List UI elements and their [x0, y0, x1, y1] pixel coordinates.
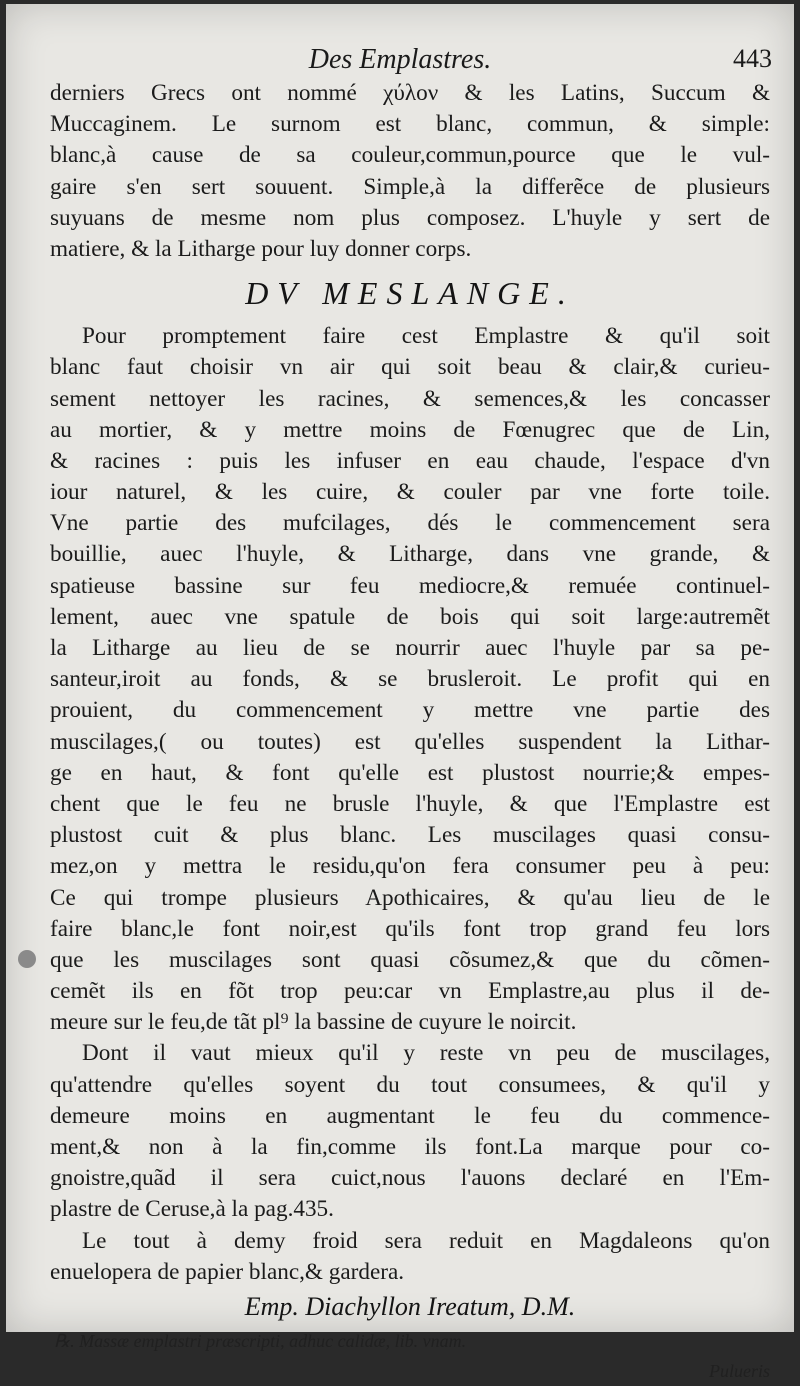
text-line: Dont il vaut mieux qu'il y reste vn peu de muscilages,: [82, 1040, 770, 1067]
text-line: spatieuse bassine sur feu mediocre,& remuée continuel-: [50, 572, 770, 599]
text-line: enuelopera de papier blanc,& gardera.: [50, 1258, 405, 1285]
body-text: [50, 78, 770, 1386]
recipe-title: Emp. Diachyllon Ireatum, D.M.: [244, 1291, 576, 1321]
text-line: Ce qui trompe plusieurs Apothicaires, & qu'au lieu de le: [50, 884, 770, 911]
text-line: suyuans de mesme nom plus composez. L'huyle y sert de: [50, 204, 770, 231]
text-line: matiere, & la Litharge pour luy donner corps.: [50, 235, 472, 262]
text-line: derniers Grecs ont nommé χύλον & les Latins, Succum &: [50, 80, 770, 106]
paper-hole: [18, 950, 36, 968]
catchword: Pulueris: [709, 1360, 770, 1381]
text-line: plastre de Ceruse,à la pag.435.: [50, 1196, 334, 1223]
text-line: mez,on y mettra le residu,qu'on fera consumer peu à peu:: [50, 853, 770, 880]
text-line: Le tout à demy froid sera reduit en Magdaleons qu'on: [82, 1227, 770, 1254]
text-line: plustost cuit & plus blanc. Les muscilages quasi consu-: [50, 822, 770, 849]
text-line: sement nettoyer les racines, & semences,& les concasser: [50, 385, 770, 412]
recipe-line: ℞. Massæ emplastri præscripti, adhuc calidæ, lib. vnam.: [54, 1330, 467, 1351]
text-line: gaire s'en sert souuent. Simple,à la differẽce de plusieurs: [50, 173, 770, 200]
text-line: faire blanc,le font noir,est qu'ils font trop grand feu lors: [50, 915, 770, 942]
text-line: Muccaginem. Le surnom est blanc, commun, & simple:: [50, 111, 770, 138]
text-line: chent que le feu ne brusle l'huyle, & que l'Emplastre est: [50, 790, 770, 817]
text-line: muscilages,( ou toutes) est qu'elles suspendent la Lithar-: [50, 728, 770, 755]
text-line: meure sur le feu,de tãt pl⁹ la bassine de cuyure le noircit.: [50, 1009, 577, 1036]
text-line: & racines : puis les infuser en eau chaude, l'espace d'vn: [50, 447, 770, 474]
text-line: blanc,à cause de sa couleur,commun,pource que le vul-: [50, 142, 770, 169]
paragraph-3: [50, 1038, 770, 1225]
text-line: prouient, du commencement y mettre vne partie des: [50, 697, 770, 724]
page-number: 443: [733, 44, 772, 73]
text-line: qu'attendre qu'elles soyent du tout consumees, & qu'il y: [50, 1071, 770, 1098]
text-line: demeure moins en augmentant le feu du commence-: [50, 1102, 770, 1129]
text-line: que les muscilages sont quasi cõsumez,& que du cõmen-: [50, 946, 770, 973]
text-line: Vne partie des mufcilages, dés le commencement sera: [50, 510, 770, 537]
text-line: blanc faut choisir vn air qui soit beau & clair,& curieu-: [50, 354, 770, 381]
text-line: cemẽt ils en fõt trop peu:car vn Emplastre,au plus il de-: [50, 978, 770, 1005]
running-title: Des Emplastres.: [308, 44, 492, 75]
text-line: iour naturel, & les cuire, & couler par vne forte toile.: [50, 479, 770, 506]
text-line: lement, auec vne spatule de bois qui soit large:autremẽt: [50, 603, 770, 630]
text-line: ge en haut, & font qu'elle est plustost nourrie;& empes-: [50, 759, 770, 786]
text-line: la Litharge au lieu de se nourrir auec l'huyle par sa pe-: [50, 635, 770, 661]
book-page: [6, 4, 794, 1381]
paragraph-4: [50, 1226, 770, 1288]
text-line: santeur,iroit au fonds, & se brusleroit. Le profit qui en: [50, 666, 770, 693]
text-line: ment,& non à la fin,comme ils font.La marque pour co-: [50, 1134, 770, 1160]
text-line: Pour promptement faire cest Emplastre & qu'il soit: [82, 323, 770, 350]
section-heading: DV MESLANGE.: [245, 275, 575, 312]
text-line: bouillie, auec l'huyle, & Litharge, dans vne grande, &: [50, 541, 770, 568]
text-line: gnoistre,quãd il sera cuict,nous l'auons declaré en l'Em-: [50, 1165, 770, 1192]
paragraph-2: [50, 321, 770, 1038]
text-line: au mortier, & y mettre moins de Fœnugrec que de Lin,: [50, 416, 770, 443]
paragraph-1: [50, 78, 770, 265]
